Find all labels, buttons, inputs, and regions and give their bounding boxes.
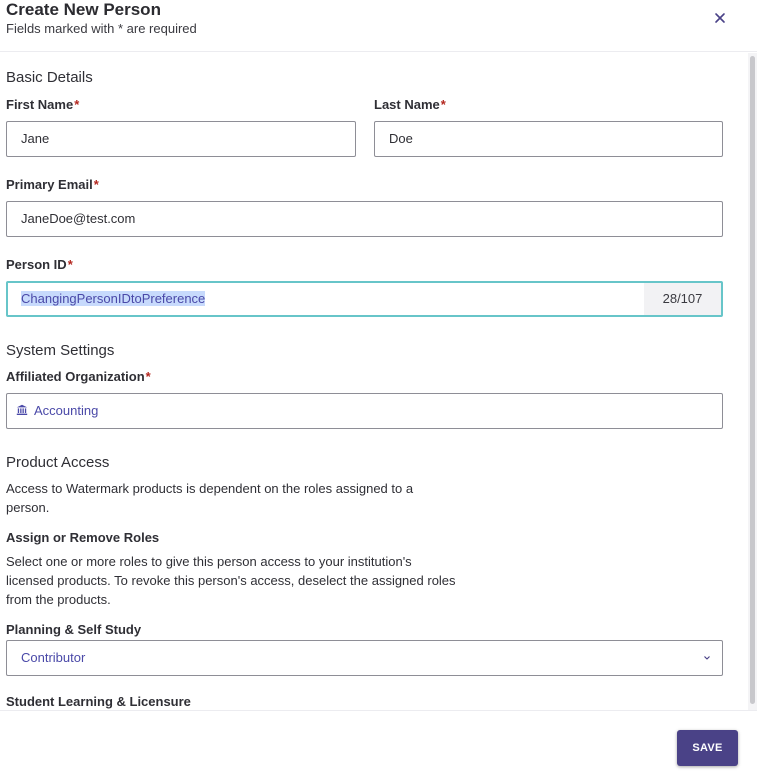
assign-roles-description-line: licensed products. To revoke this person's access, deselect the assigned roles — [6, 573, 456, 588]
dialog-subtitle: Fields marked with * are required — [6, 21, 197, 36]
save-button[interactable]: SAVE — [677, 730, 738, 766]
person-id-label: Person ID* — [6, 257, 73, 272]
student-learning-label: Student Learning & Licensure — [6, 694, 191, 709]
assign-roles-description-line: from the products. — [6, 592, 111, 607]
primary-email-input[interactable]: JaneDoe@test.com — [6, 201, 723, 237]
required-marker: * — [67, 257, 73, 272]
section-heading-basic-details: Basic Details — [6, 69, 93, 86]
planning-self-study-label: Planning & Self Study — [6, 622, 142, 637]
primary-email-label: Primary Email* — [6, 177, 99, 192]
dialog-title: Create New Person — [6, 0, 161, 19]
first-name-input[interactable]: Jane — [6, 121, 356, 157]
required-marker: * — [145, 369, 151, 384]
first-name-label: First Name* — [6, 97, 80, 112]
product-access-description-line: person. — [6, 500, 50, 515]
scrollbar-thumb[interactable] — [750, 56, 755, 704]
assign-roles-description-line: Select one or more roles to give this person access to your institution's — [6, 554, 412, 569]
institution-icon — [16, 404, 28, 416]
form-body — [0, 53, 757, 710]
product-access-description-line: Access to Watermark products is dependent on the roles assigned to a — [6, 481, 414, 496]
dialog-header — [0, 0, 757, 52]
planning-self-study-value: Contributor — [21, 650, 86, 665]
last-name-label: Last Name* — [374, 97, 446, 112]
section-heading-system-settings: System Settings — [6, 342, 115, 359]
affiliated-org-label: Affiliated Organization* — [6, 369, 151, 384]
affiliated-org-value: Accounting — [34, 403, 99, 418]
required-marker: * — [93, 177, 99, 192]
last-name-input[interactable]: Doe — [374, 121, 723, 157]
required-marker: * — [74, 97, 80, 112]
planning-self-study-select[interactable] — [6, 640, 723, 676]
character-counter: 28/107 — [644, 283, 721, 315]
required-marker: * — [440, 97, 446, 112]
section-heading-product-access: Product Access — [6, 454, 110, 471]
close-icon[interactable] — [711, 9, 729, 27]
person-id-value: ChangingPersonIDtoPreference — [21, 291, 206, 306]
affiliated-org-input[interactable] — [6, 393, 723, 429]
dialog-footer — [0, 710, 757, 771]
assign-roles-heading: Assign or Remove Roles — [6, 530, 160, 545]
chevron-down-icon — [703, 654, 711, 662]
person-id-input[interactable] — [6, 281, 723, 317]
